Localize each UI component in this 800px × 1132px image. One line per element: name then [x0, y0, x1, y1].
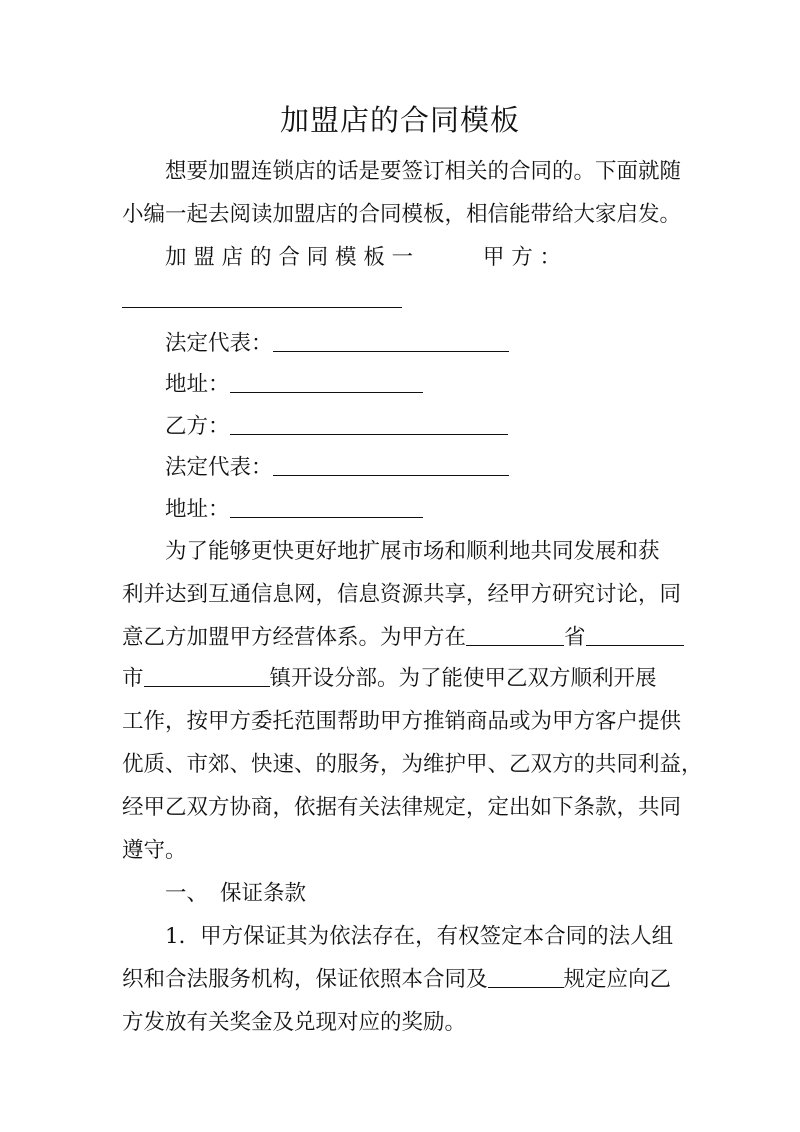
intro-line-1: 想要加盟连锁店的话是要签订相关的合同的。下面就随 — [165, 159, 682, 184]
legal-rep-1-label: 法定代表： — [165, 331, 273, 356]
section-heading-left: 加 盟 店 的 合 同 模 板 一 — [165, 245, 414, 270]
clause-heading — [165, 879, 306, 909]
body-line-4 — [122, 664, 657, 694]
body-line-4-text: 镇开设分部。为了能使甲乙双方顺利开展 — [269, 666, 657, 691]
body-line-5: 工作，按甲方委托范围帮助甲方推销商品或为甲方客户提供 — [122, 709, 682, 734]
clause-1-line-2-tail: 规定应向乙 — [563, 967, 672, 992]
clause-1-line-3: 方发放有关奖金及兑现对应的奖励。 — [122, 1010, 467, 1035]
legal-rep-1-field — [165, 329, 509, 359]
body-line-8: 遵守。 — [122, 838, 187, 863]
party-b-blank — [230, 414, 508, 435]
address-1-blank — [230, 372, 423, 393]
address-1-label: 地址： — [165, 372, 230, 397]
address-2-label: 地址： — [165, 497, 230, 522]
clause-heading-text: 保证条款 — [220, 881, 307, 906]
legal-rep-2-label: 法定代表： — [165, 455, 273, 480]
regulation-blank — [488, 967, 564, 988]
legal-rep-2-field — [165, 453, 509, 483]
address-2-field — [165, 495, 423, 525]
body-line-6: 优质、市郊、快速、的服务，为维护甲、乙双方的共同利益， — [122, 752, 703, 777]
address-2-blank — [230, 497, 423, 518]
party-a-label: 甲 方 ： — [482, 245, 562, 270]
section-heading — [165, 243, 561, 273]
town-blank — [144, 666, 270, 687]
province-blank — [466, 625, 564, 646]
body-line-7: 经甲乙双方协商，依据有关法律规定，定出如下条款，共同 — [122, 795, 682, 820]
clause-1-line-2-text: 织和合法服务机构，保证依照本合同及 — [122, 967, 488, 992]
legal-rep-2-blank — [273, 455, 509, 476]
body-line-1: 为了能够更快更好地扩展市场和顺利地共同发展和获 — [165, 539, 660, 564]
body-line-3-text: 意乙方加盟甲方经营体系。为甲方在 — [122, 625, 467, 650]
party-a-blank — [122, 307, 402, 308]
party-b-field — [165, 412, 508, 442]
clause-1-line-1: 1．甲方保证其为依法存在，有权签定本合同的法人组 — [165, 924, 674, 949]
party-b-label: 乙方： — [165, 414, 230, 439]
city-blank — [586, 625, 684, 646]
clause-1-line-2 — [122, 965, 671, 995]
clause-heading-number: 一、 — [165, 881, 209, 906]
province-label: 省 — [564, 625, 586, 650]
document-title: 加盟店的合同模板 — [279, 103, 520, 137]
address-1-field — [165, 370, 423, 400]
intro-line-2: 小编一起去阅读加盟店的合同模板，相信能带给大家启发。 — [122, 202, 682, 227]
legal-rep-1-blank — [273, 331, 509, 352]
city-label: 市 — [122, 666, 144, 691]
body-line-3 — [122, 623, 684, 653]
body-line-2: 利并达到互通信息网，信息资源共享，经甲方研究讨论，同 — [122, 582, 682, 607]
